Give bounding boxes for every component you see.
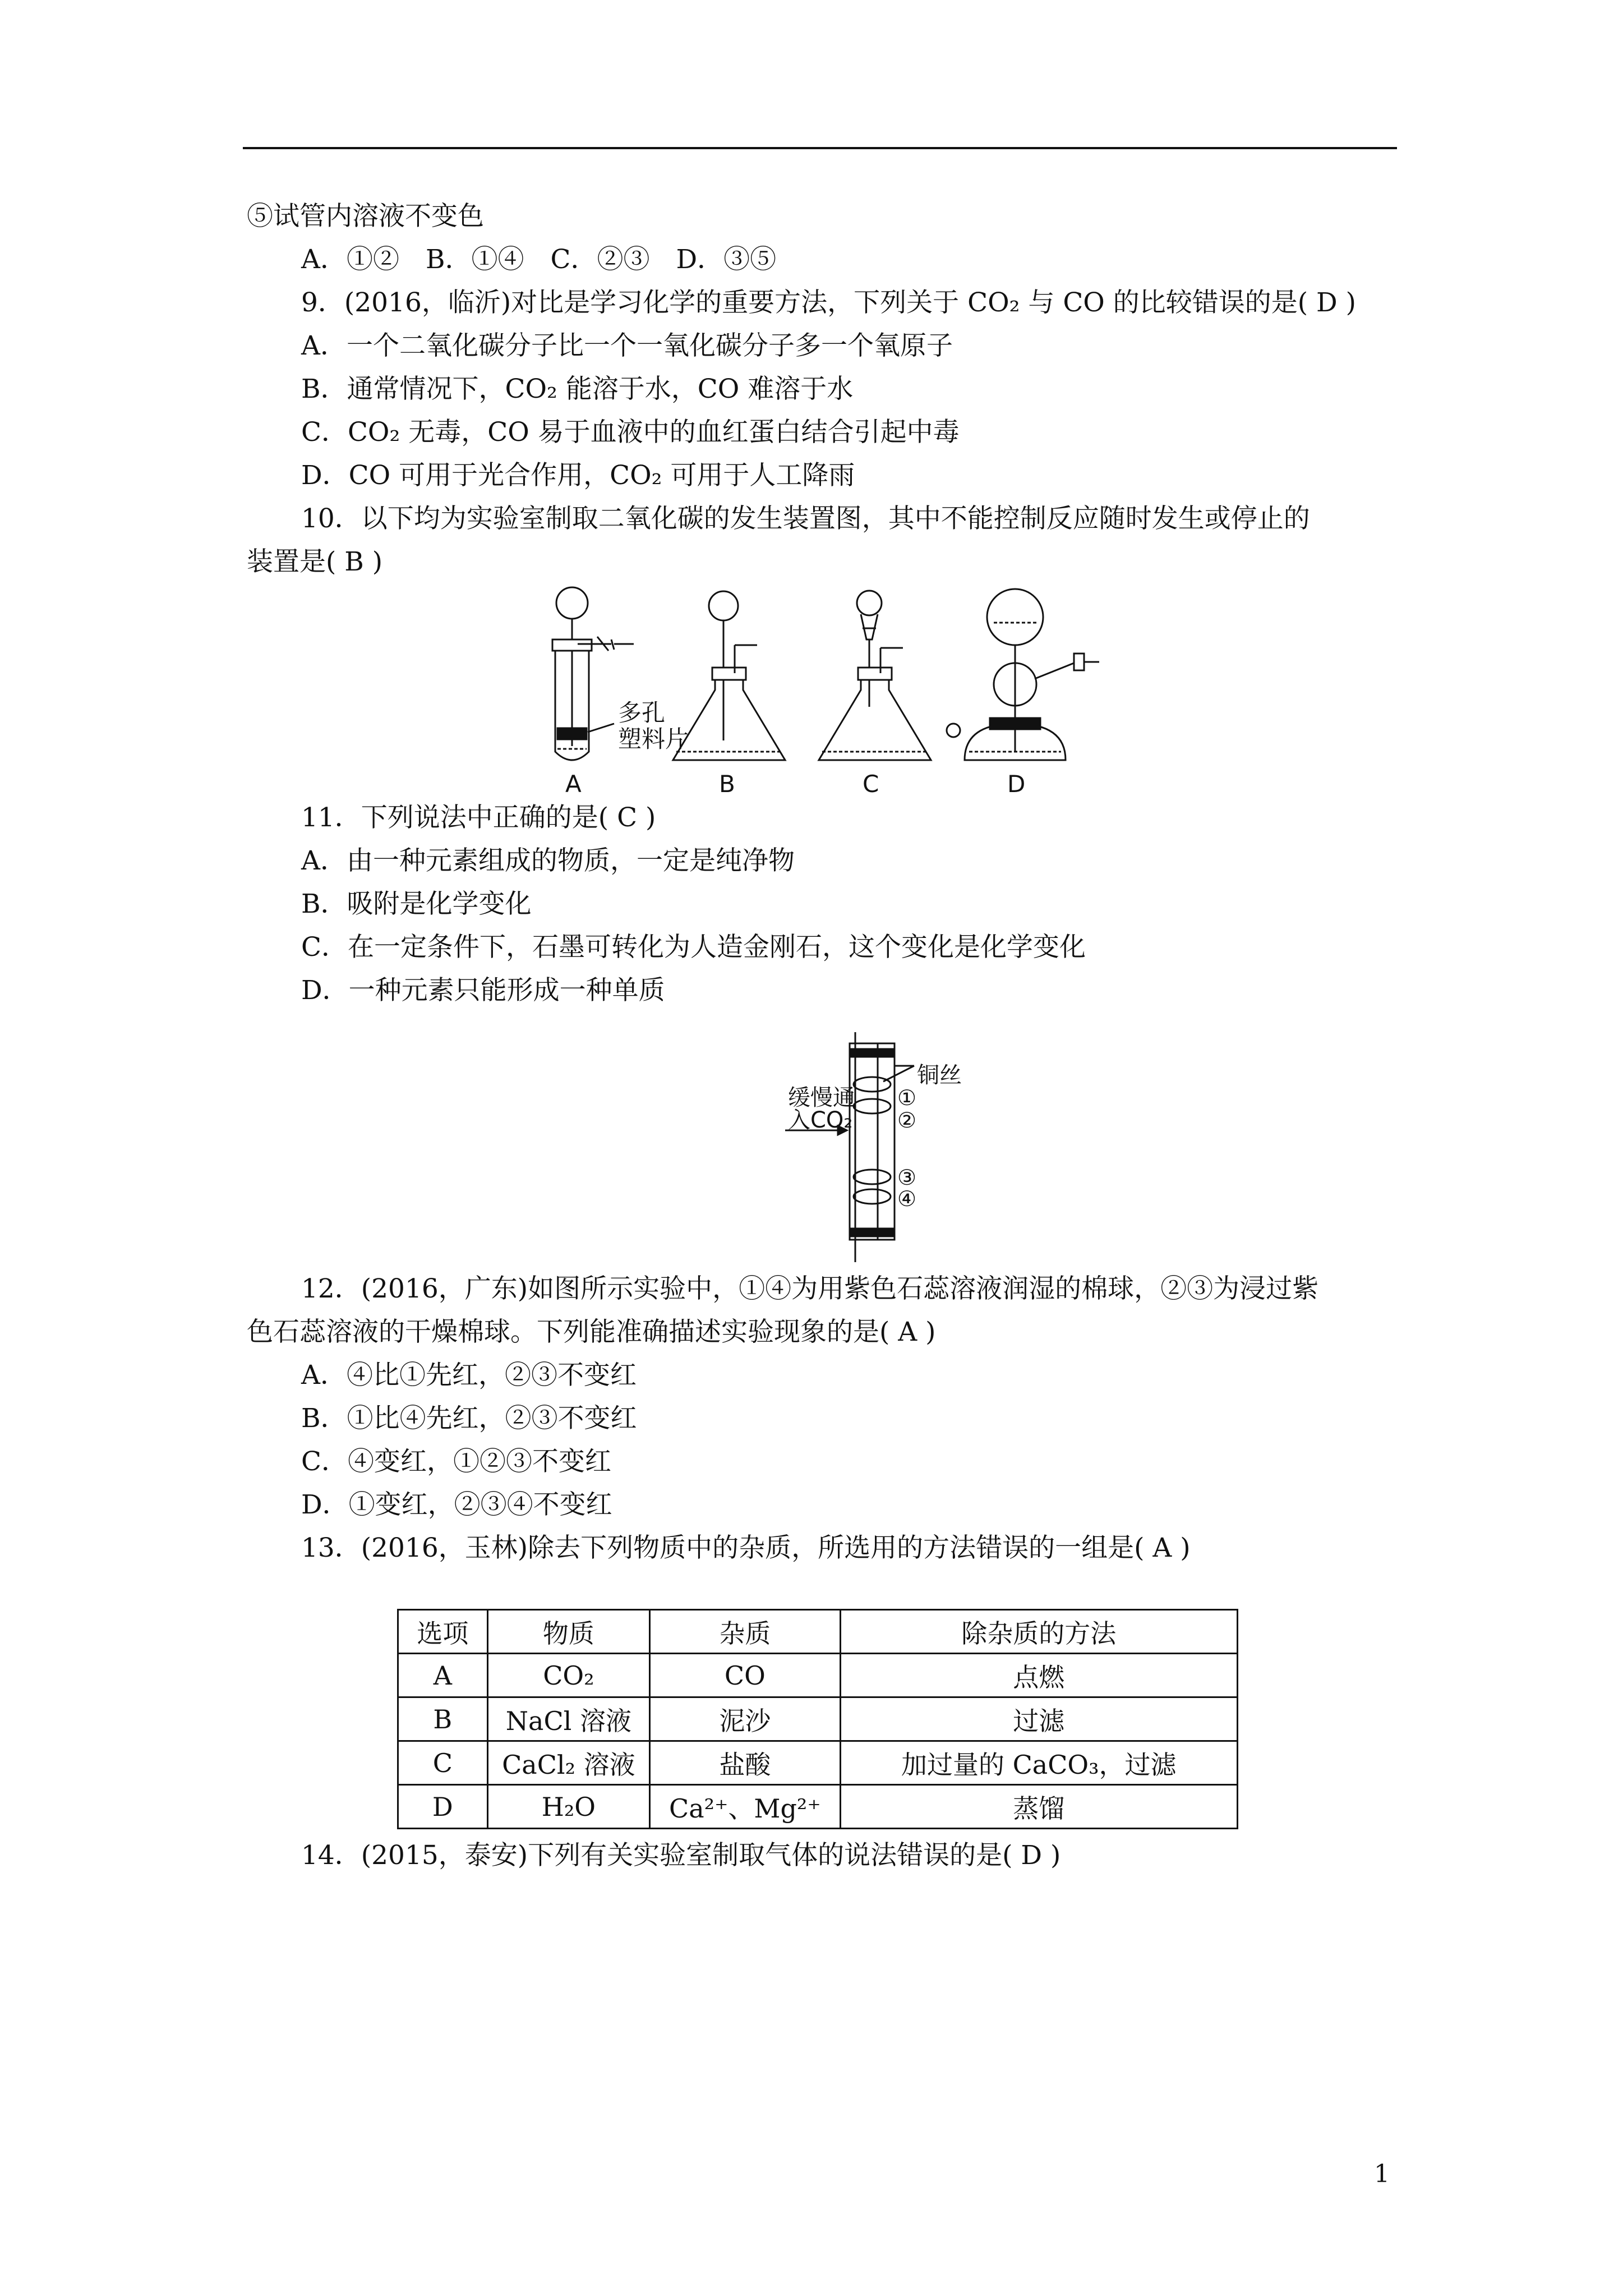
- q10-stem-line1: 10．以下均为实验室制取二氧化碳的发生装置图，其中不能控制反应随时发生或停止的: [301, 503, 1310, 534]
- ball-1: ①: [897, 1085, 917, 1110]
- label-inlet-1: 缓慢通: [788, 1085, 855, 1111]
- q11-option-b: B．吸附是化学变化: [301, 889, 532, 919]
- table-row: D H₂O Ca²⁺、Mg²⁺ 蒸馏: [398, 1785, 1238, 1829]
- q14-stem: 14．(2015，泰安)下列有关实验室制取气体的说法错误的是( D ): [301, 1840, 1061, 1871]
- q12-option-b: B．①比④先红，②③不变红: [301, 1403, 637, 1434]
- th-option: 选项: [398, 1610, 488, 1654]
- q10-apparatus-figure: [522, 583, 1105, 802]
- table-row: B NaCl 溶液 泥沙 过滤: [398, 1697, 1238, 1741]
- apparatus-d: [947, 589, 1099, 760]
- label-b: B: [719, 770, 735, 798]
- q12-stem-line1: 12．(2016，广东)如图所示实验中，①④为用紫色石蕊溶液润湿的棉球，②③为浸过紫: [301, 1273, 1319, 1304]
- label-copper-wire: 铜丝: [917, 1062, 962, 1088]
- q9-option-d: D．CO 可用于光合作用，CO₂ 可用于人工降雨: [301, 460, 855, 491]
- apparatus-c: [819, 591, 931, 760]
- q8-item5: ⑤试管内溶液不变色: [247, 201, 484, 232]
- ball-2: ②: [897, 1108, 917, 1133]
- q10-stem-line2: 装置是( B ): [247, 546, 383, 577]
- table-header-row: [398, 1610, 1238, 1654]
- q13-table: [397, 1609, 1238, 1829]
- th-substance: 物质: [487, 1610, 650, 1654]
- table-row: A CO₂ CO 点燃: [398, 1654, 1238, 1697]
- q12-option-d: D．①变红，②③④不变红: [301, 1489, 612, 1520]
- q13-stem: 13．(2016，玉林)除去下列物质中的杂质，所选用的方法错误的一组是( A ): [301, 1533, 1191, 1563]
- label-porous-plate-1: 多孔: [618, 699, 666, 726]
- table-row: C CaCl₂ 溶液 盐酸 加过量的 CaCO₃，过滤: [398, 1741, 1238, 1785]
- label-porous-plate-2: 塑料片: [618, 725, 689, 753]
- ball-4: ④: [897, 1186, 917, 1211]
- q12-tube-figure: [785, 1021, 1021, 1262]
- q12-stem-line2: 色石蕊溶液的干燥棉球。下列能准确描述实验现象的是( A ): [247, 1317, 936, 1347]
- q11-stem: 11．下列说法中正确的是( C ): [301, 802, 656, 833]
- q9-option-c: C．CO₂ 无毒，CO 易于血液中的血红蛋白结合引起中毒: [301, 417, 960, 448]
- apparatus-b: [673, 591, 785, 760]
- th-impurity: 杂质: [650, 1610, 840, 1654]
- label-d: D: [1007, 770, 1026, 798]
- q9-stem: 9．(2016，临沂)对比是学习化学的重要方法，下列关于 CO₂ 与 CO 的比较错误的是( D ): [301, 287, 1357, 318]
- page-number: 1: [1374, 2160, 1390, 2188]
- header-rule: [243, 147, 1397, 149]
- ball-3: ③: [897, 1165, 917, 1190]
- th-method: 除杂质的方法: [840, 1610, 1237, 1654]
- label-inlet-2: 入CO₂: [788, 1107, 853, 1133]
- q12-option-c: C．④变红，①②③不变红: [301, 1446, 611, 1477]
- label-c: C: [863, 770, 879, 798]
- q8-options: A．①② B．①④ C．②③ D．③⑤: [301, 244, 777, 275]
- q11-option-a: A．由一种元素组成的物质，一定是纯净物: [301, 845, 795, 876]
- q11-option-c: C．在一定条件下，石墨可转化为人造金刚石，这个变化是化学变化: [301, 932, 1086, 963]
- label-a: A: [565, 770, 582, 798]
- q9-option-b: B．通常情况下，CO₂ 能溶于水，CO 难溶于水: [301, 374, 854, 404]
- q11-option-d: D．一种元素只能形成一种单质: [301, 975, 665, 1006]
- q12-option-a: A．④比①先红，②③不变红: [301, 1360, 637, 1391]
- q9-option-a: A．一个二氧化碳分子比一个一氧化碳分子多一个氧原子: [301, 330, 953, 361]
